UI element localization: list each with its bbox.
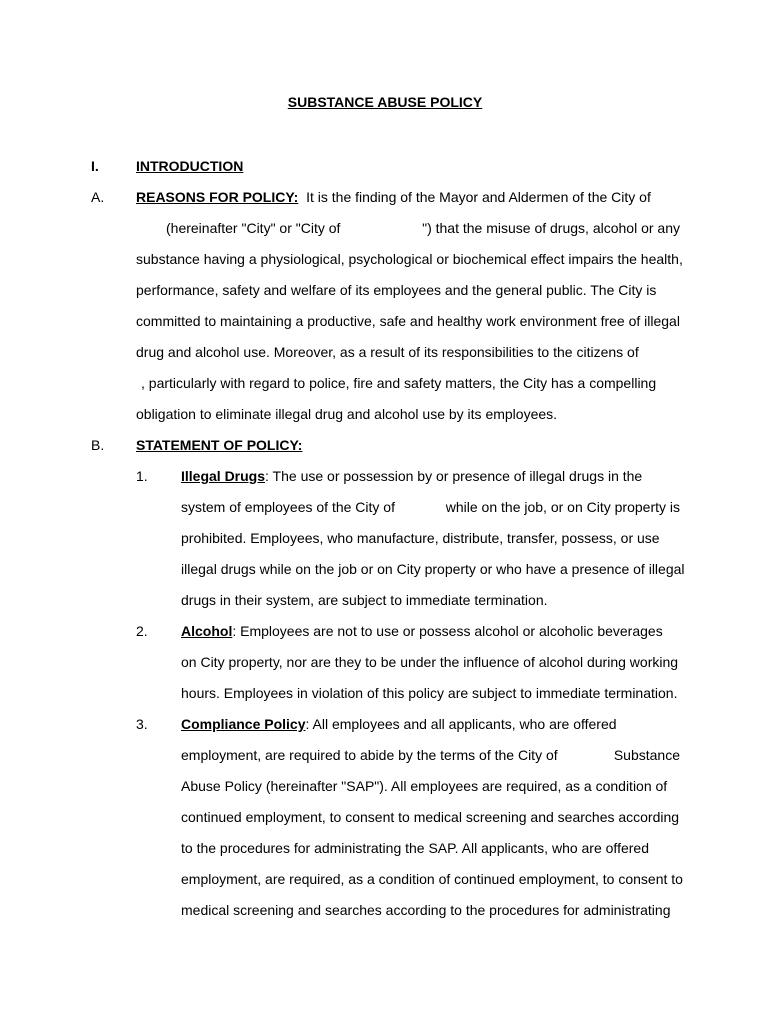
paragraph-line: (hereinafter "City" or "City of <box>166 220 341 236</box>
paragraph-line: obligation to eliminate illegal drug and alcohol use by its employees. <box>136 406 558 422</box>
item-heading: Alcohol <box>181 623 233 639</box>
paragraph-line <box>181 467 642 485</box>
paragraph-line: employment, are required to abide by the terms of the City of <box>181 747 558 763</box>
paragraph-line: committed to maintaining a productive, safe and healthy work environment free of illegal <box>136 313 680 329</box>
item-heading: Compliance Policy <box>181 716 306 732</box>
paragraph-line: prohibited. Employees, who manufacture, distribute, transfer, possess, or use <box>181 530 660 546</box>
paragraph-line: medical screening and searches according to the procedures for administrating <box>181 902 671 918</box>
section-numeral: I. <box>91 158 99 174</box>
paragraph-line <box>181 715 617 733</box>
paragraph-line: substance having a physiological, psychological or biochemical effect impairs the health, <box>136 251 683 267</box>
paragraph-line: while on the job, or on City property is <box>445 499 680 515</box>
subsection-letter: B. <box>91 437 105 453</box>
paragraph-line: Substance <box>613 747 680 763</box>
paragraph-line <box>181 622 663 640</box>
paragraph-text: It is the finding of the Mayor and Aldermen of the City of <box>306 189 651 205</box>
paragraph-line: Abuse Policy (hereinafter "SAP"). All employees are required, as a condition of <box>181 778 668 794</box>
paragraph-text: : The use or possession by or presence of illegal drugs in the <box>265 468 643 484</box>
list-number: 1. <box>136 468 148 484</box>
paragraph-line: continued employment, to consent to medical screening and searches according <box>181 809 680 825</box>
paragraph-line: performance, safety and welfare of its employees and the general public. The City is <box>136 282 657 298</box>
paragraph-line: employment, are required, as a condition of continued employment, to consent to <box>181 871 683 887</box>
paragraph-line: illegal drugs while on the job or on City property or who have a presence of illegal <box>181 561 685 577</box>
paragraph-line: to the procedures for administrating the SAP. All applicants, who are offered <box>181 840 649 856</box>
paragraph-line <box>136 188 651 206</box>
paragraph-line: , particularly with regard to police, fire and safety matters, the City has a compelling <box>141 375 657 391</box>
paragraph-text: : Employees are not to use or possess alcohol or alcoholic beverages <box>232 623 663 639</box>
section-heading: INTRODUCTION <box>136 158 244 174</box>
list-number: 3. <box>136 716 148 732</box>
list-number: 2. <box>136 623 148 639</box>
document-title: SUBSTANCE ABUSE POLICY <box>287 94 483 110</box>
subsection-heading: STATEMENT OF POLICY: <box>136 437 303 453</box>
paragraph-line: drug and alcohol use. Moreover, as a result of its responsibilities to the citizens of <box>136 344 639 360</box>
paragraph-line: drugs in their system, are subject to immediate termination. <box>181 592 548 608</box>
item-heading: Illegal Drugs <box>181 468 266 484</box>
paragraph-line: on City property, nor are they to be under the influence of alcohol during working <box>181 654 679 670</box>
paragraph-line: hours. Employees in violation of this policy are subject to immediate termination. <box>181 685 678 701</box>
subsection-letter: A. <box>91 189 105 205</box>
subsection-heading: REASONS FOR POLICY: <box>136 189 299 205</box>
paragraph-line: ") that the misuse of drugs, alcohol or any <box>422 220 680 236</box>
paragraph-text: : All employees and all applicants, who are offered <box>305 716 617 732</box>
paragraph-line: system of employees of the City of <box>181 499 395 515</box>
